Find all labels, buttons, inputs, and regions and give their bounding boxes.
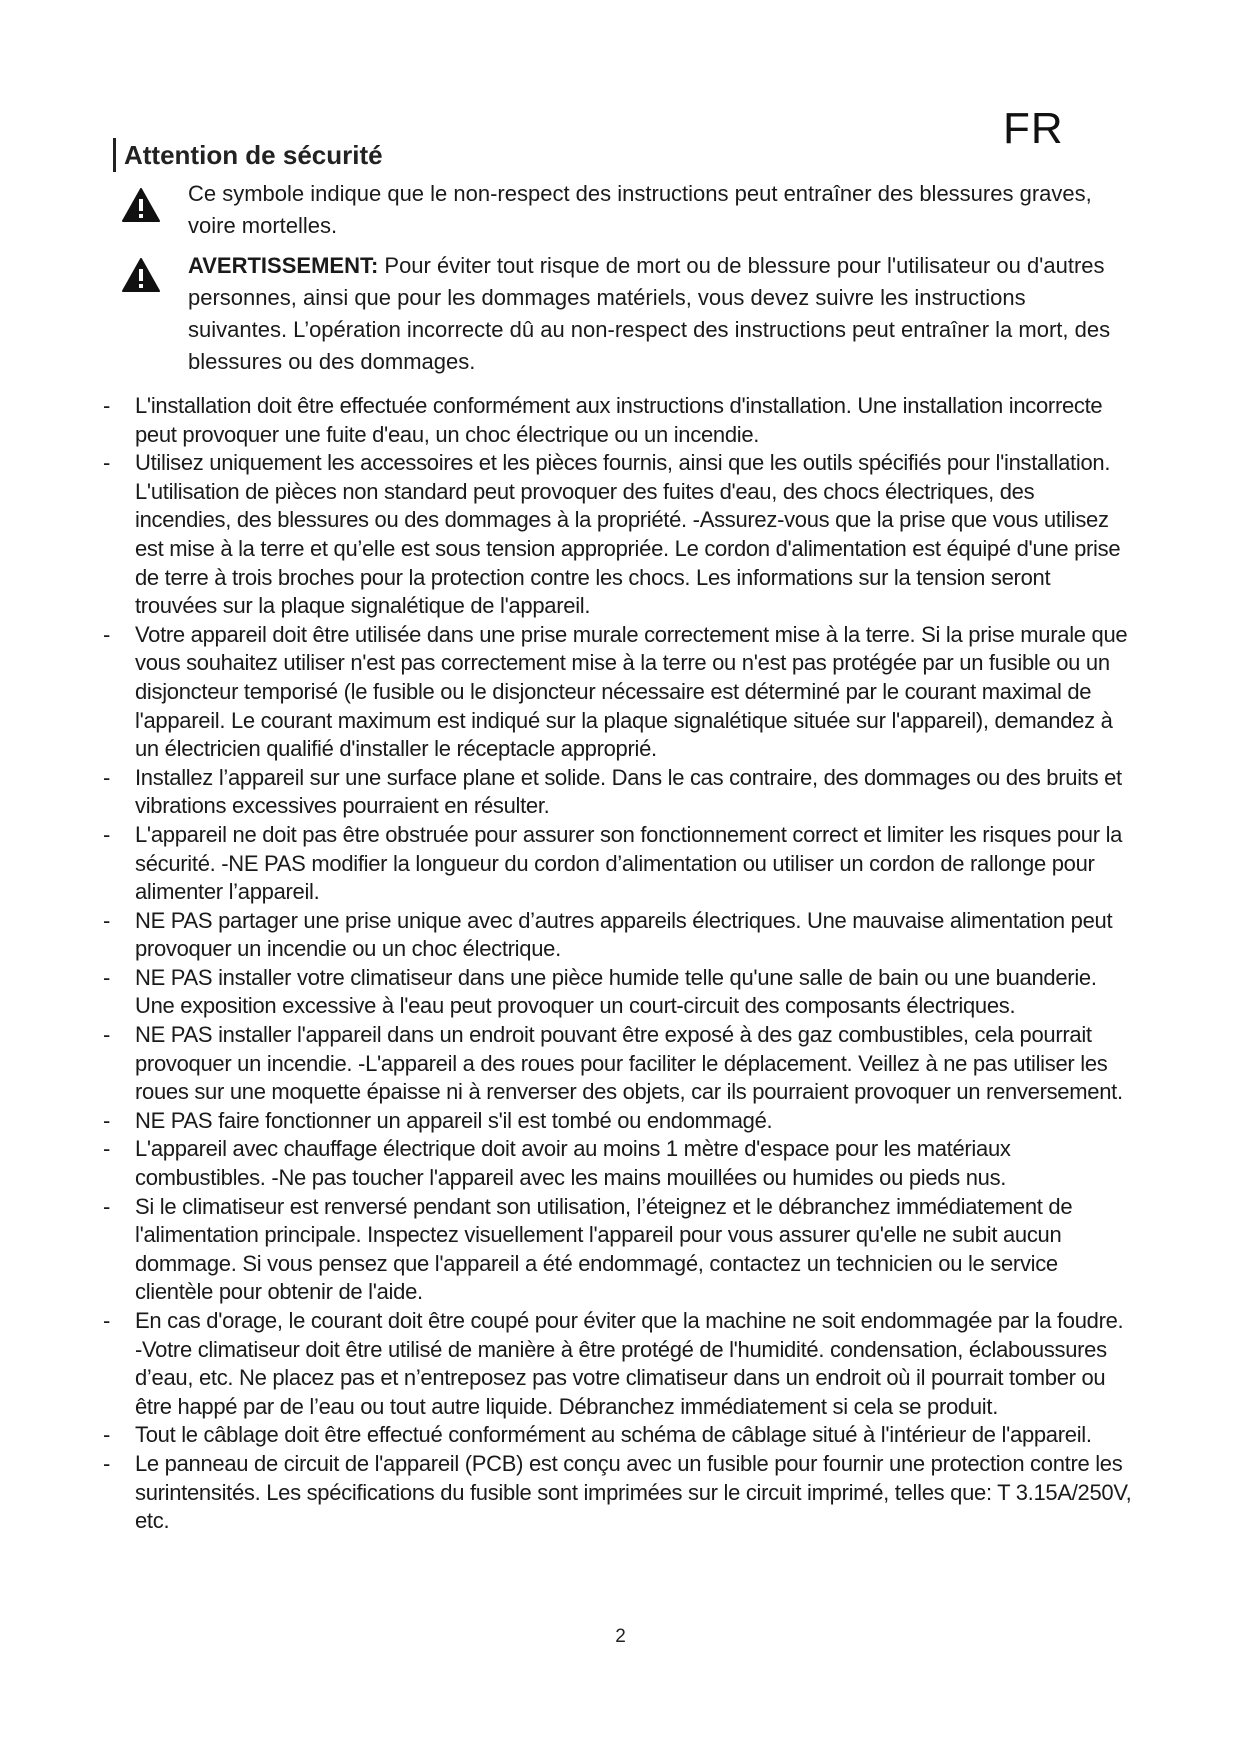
warning-triangle-icon [122,188,160,222]
warning-body: Pour éviter tout risque de mort ou de blessure pour l'utilisateur ou d'autres personnes, ainsi que pour les dommages matériels, vous devez suivre les instructions suivantes. L’opération incorrecte dû au non-respect des instructions peut entraîner la mort, des blessures ou des dommages. [188,253,1111,374]
warning-text-2 [188,250,1118,378]
warning-label: AVERTISSEMENT: [188,253,379,278]
warning-block-2 [122,250,1122,378]
list-item: - L'appareil avec chauffage électrique doit avoir au moins 1 mètre d'espace pour les matériaux combustibles. -Ne pas toucher l'appareil avec les mains mouillées ou humides ou pieds nus. [103,1135,1133,1192]
list-item: - Le panneau de circuit de l'appareil (PCB) est conçu avec un fusible pour fournir une protection contre les surintensités. Les spécifications du fusible sont imprimées sur le circuit imprimé, telles que: T 3.15A/250V, etc. [103,1450,1133,1536]
list-item: - En cas d'orage, le courant doit être coupé pour éviter que la machine ne soit endommagée par la foudre. -Votre climatiseur doit être utilisé de manière à être protégé de l'humidité. condensation, éclaboussures d’eau, etc. Ne placez pas et n’entreposez pas votre climatiseur dans un endroit où il pourrait tomber ou être happé par de l’eau ou tout autre liquide. Débranchez immédiatement si cela se produit. [103,1307,1133,1421]
list-item: - Votre appareil doit être utilisée dans une prise murale correctement mise à la terre. Si la prise murale que vous souhaitez utiliser n'est pas correctement mise à la terre ou n'est pas protégée par un fusible ou un disjoncteur temporisé (le fusible ou le disjoncteur nécessaire est déterminé par le courant maximal de l'appareil. Le courant maximum est indiqué sur la plaque signalétique située sur l'appareil), demandez à un électricien qualifié d'installer le réceptacle approprié. [103,621,1133,764]
list-item: - L'appareil ne doit pas être obstruée pour assurer son fonctionnement correct et limiter les risques pour la sécurité. -NE PAS modifier la longueur du cordon d’alimentation ou utiliser un cordon de rallonge pour alimenter l’appareil. [103,821,1133,907]
list-item: - NE PAS installer l'appareil dans un endroit pouvant être exposé à des gaz combustibles, cela pourrait provoquer un incendie. -L'appareil a des roues pour faciliter le déplacement. Veillez à ne pas utiliser les roues sur une moquette épaisse ni à renverser des objets, car ils pourraient provoquer un renversement. [103,1021,1133,1107]
list-item: - Utilisez uniquement les accessoires et les pièces fournis, ainsi que les outils spécifiés pour l'installation. L'utilisation de pièces non standard peut provoquer des fuites d'eau, des chocs électriques, des incendies, des blessures ou des dommages à la propriété. -Assurez-vous que la prise que vous utilisez est mise à la terre et qu’elle est sous tension appropriée. Le cordon d'alimentation est équipé d'une prise de terre à trois broches pour la protection contre les chocs. Les informations sur la tension seront trouvées sur la plaque signalétique de l'appareil. [103,449,1133,621]
list-item: - Tout le câblage doit être effectué conformément au schéma de câblage situé à l'intérieur de l'appareil. [103,1421,1133,1450]
list-item: - Installez l’appareil sur une surface plane et solide. Dans le cas contraire, des dommages ou des bruits et vibrations excessives pourraient en résulter. [103,764,1133,821]
language-code: FR [1003,104,1064,153]
page-number: 2 [615,1626,626,1647]
list-item: - L'installation doit être effectuée conformément aux instructions d'installation. Une installation incorrecte peut provoquer une fuite d'eau, un choc électrique ou un incendie. [103,392,1133,449]
section-title: Attention de sécurité [113,138,383,172]
list-item: - NE PAS partager une prise unique avec d’autres appareils électriques. Une mauvaise alimentation peut provoquer un incendie ou un choc électrique. [103,907,1133,964]
warning-text-1: Ce symbole indique que le non-respect des instructions peut entraîner des blessures graves, voire mortelles. [188,181,1092,238]
safety-instructions-list [103,392,1133,1536]
warning-triangle-icon [122,258,160,292]
warning-block-1 [122,178,1122,242]
list-item: - NE PAS installer votre climatiseur dans une pièce humide telle qu'une salle de bain ou une buanderie. Une exposition excessive à l'eau peut provoquer un court-circuit des composants électriques. [103,964,1133,1021]
list-item: - NE PAS faire fonctionner un appareil s'il est tombé ou endommagé. [103,1107,1133,1136]
list-item: - Si le climatiseur est renversé pendant son utilisation, l’éteignez et le débranchez immédiatement de l'alimentation principale. Inspectez visuellement l'appareil pour vous assurer qu'elle ne subit aucun dommage. Si vous pensez que l'appareil a été endommagé, contactez un technicien ou le service clientèle pour obtenir de l'aide. [103,1193,1133,1307]
